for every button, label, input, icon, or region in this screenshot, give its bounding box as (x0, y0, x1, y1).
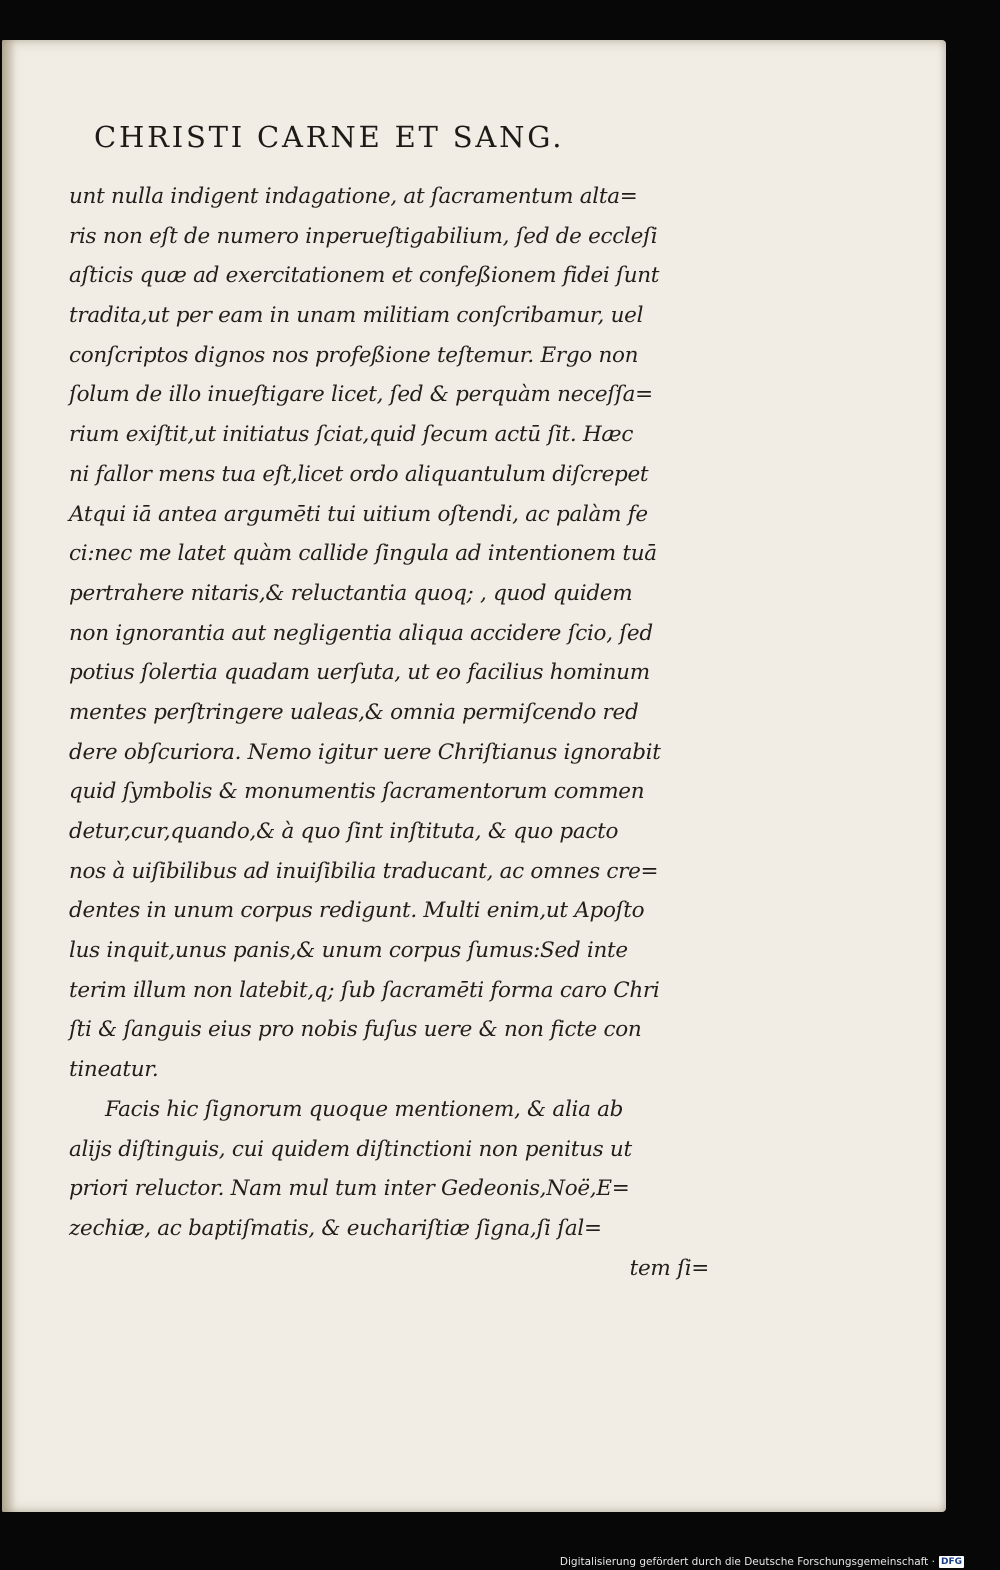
text-line: quid ſymbolis & monumentis ſacramentorum commen (69, 779, 645, 805)
text-line: detur,cur,quando,& à quo ſint inſtituta, & quo pacto (69, 819, 619, 844)
text-line: ris non eſt de numero inperueſtigabilium, ſed de eccleſi (69, 223, 658, 249)
text-line: ci:nec me latet quàm callide ſingula ad intentionem tuā (69, 541, 657, 567)
text-line: terim illum non latebit,q; ſub ſacramēti forma caro Chri (69, 977, 660, 1003)
text-line: lus inquit,unus panis,& unum corpus ſumus:Sed inte (69, 938, 628, 964)
text-line: aſticis quæ ad exercitationem et confeßionem fidei ſunt (69, 263, 660, 289)
text-line: nos à uiſibilibus ad inuiſibilia traducant, ac omnes cre= (69, 858, 659, 884)
text-line: non ignorantia aut negligentia aliqua accidere ſcio, ſed (69, 620, 653, 646)
text-line: pertrahere nitaris,& reluctantia quoq; , quod quidem (69, 580, 633, 606)
text-line: ni fallor mens tua eſt,licet ordo aliquantulum diſcrepet (69, 461, 649, 487)
text-line: tradita,ut per eam in unam militiam conſcribamur, uel (69, 303, 644, 329)
dfg-logo: DFG (940, 1557, 962, 1567)
text-line: ſolum de illo inueſtigare licet, ſed & perquàm neceſſa= (69, 382, 653, 408)
text-line: dentes in unum corpus redigunt. Multi enim,ut Apoſto (69, 898, 645, 924)
body-text (69, 177, 709, 1288)
page-gutter-shadow (2, 40, 16, 1512)
text-line: alijs diſtinguis, cui quidem diſtinctioni non penitus ut (69, 1136, 632, 1162)
digitization-credit (560, 1556, 964, 1568)
text-line: potius ſolertia quadam uerſuta, ut eo facilius hominum (69, 660, 650, 686)
text-line: ſti & ſanguis eius pro nobis fuſus uere & non ficte con (69, 1017, 642, 1043)
text-line: unt nulla indigent indagatione, at ſacramentum alta= (69, 184, 638, 209)
credit-text: Digitalisierung gefördert durch die Deutsche Forschungsgemeinschaft · (559, 1556, 935, 1568)
paragraph-start-line: Facis hic ſignorum quoque mentionem, & alia ab (105, 1096, 624, 1122)
text-line: priori reluctor. Nam mul tum inter Gedeonis,Noë,E= (69, 1176, 630, 1202)
text-line: zechiæ, ac baptiſmatis, & euchariſtiæ ſigna,ſi ſal= (69, 1215, 602, 1241)
book-page (2, 40, 946, 1512)
text-line: mentes perſtringere ualeas,& omnia permiſcendo red (69, 699, 639, 725)
catchword: tem ſi= (629, 1255, 709, 1281)
text-line: dere obſcuriora. Nemo igitur uere Chriſtianus ignorabit (69, 739, 661, 765)
text-line: conſcriptos dignos nos profeßione teſtemur. Ergo non (69, 342, 639, 368)
text-line: tineatur. (69, 1057, 159, 1083)
running-head: CHRISTI CARNE ET SANG. (94, 120, 565, 154)
text-line: rium exiſtit,ut initiatus ſciat,quid ſecum actū ſit. Hæc (69, 422, 634, 448)
text-line: Atqui iā antea argumēti tui uitium oſtendi, ac palàm fe (69, 501, 648, 527)
